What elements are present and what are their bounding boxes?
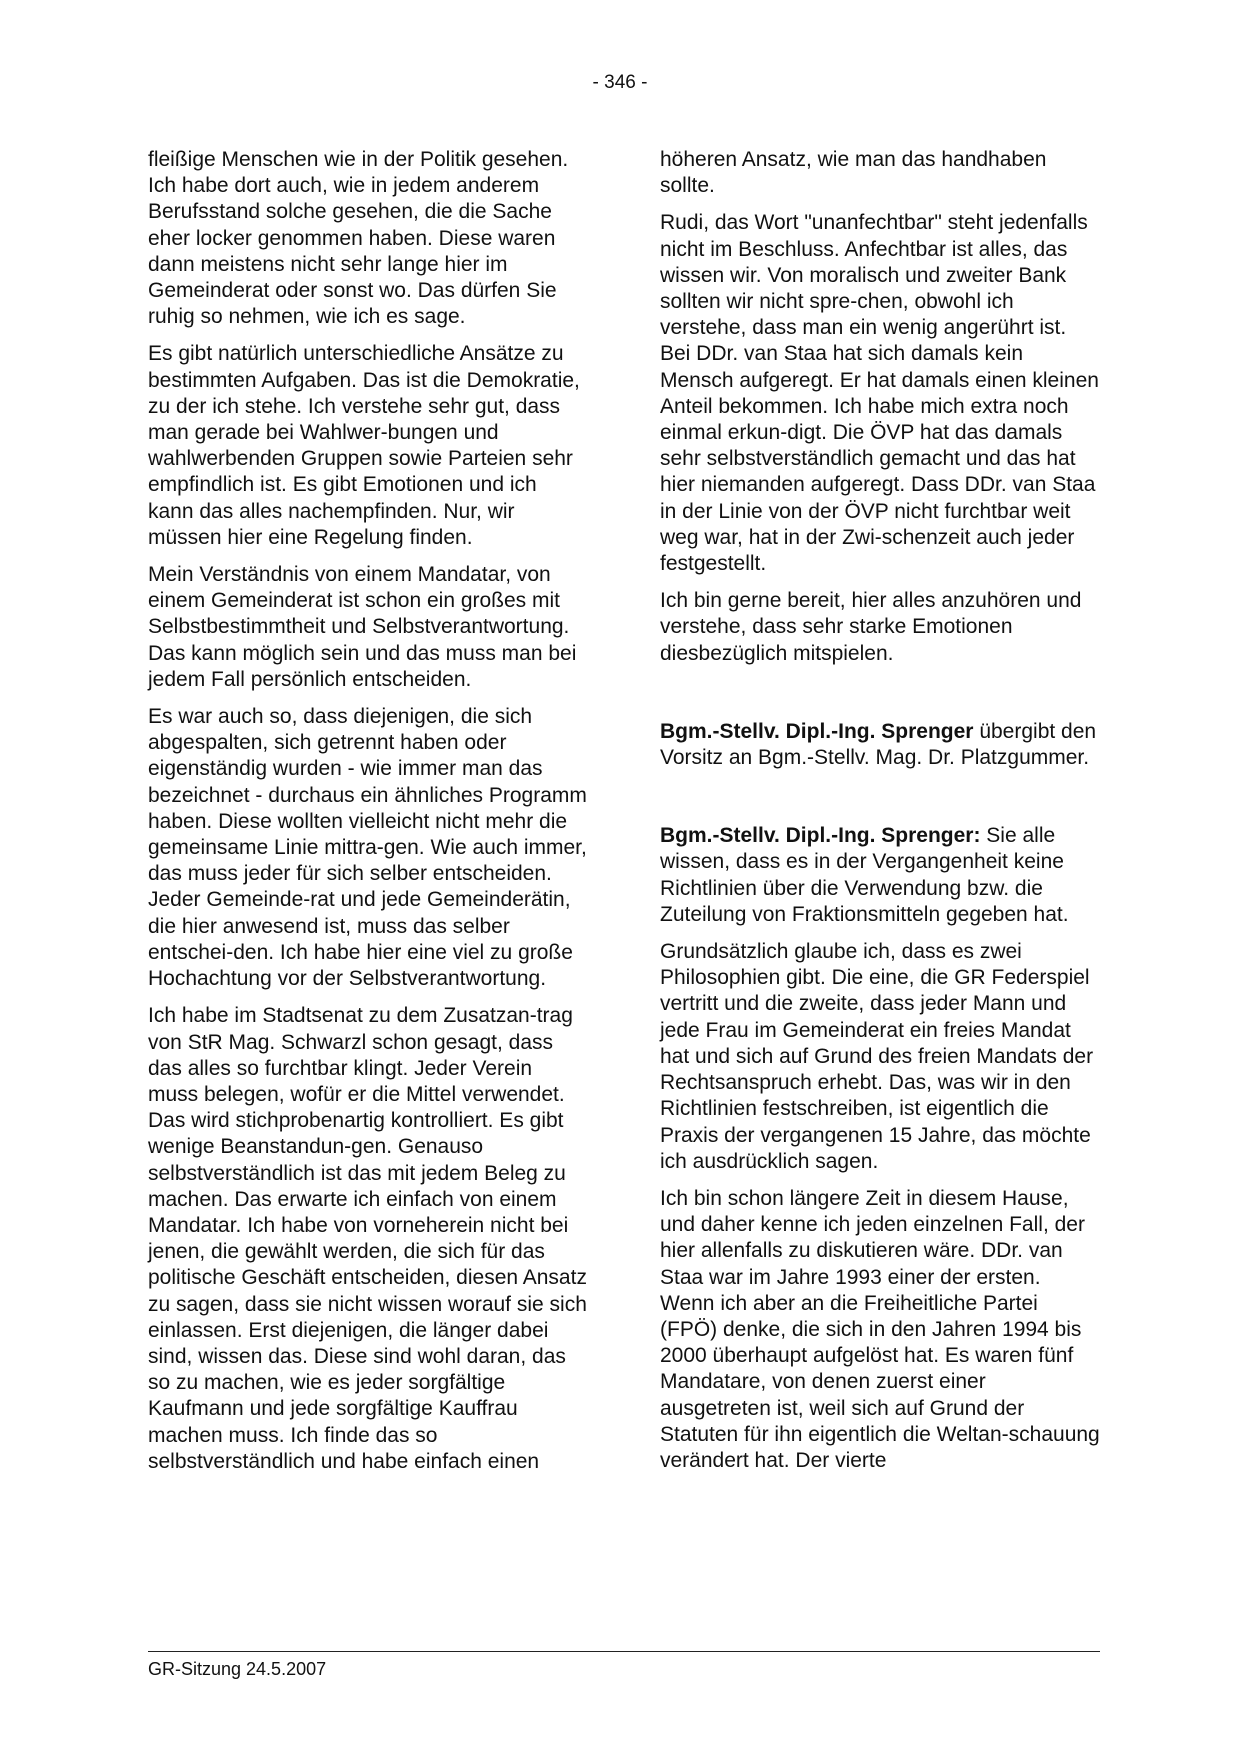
paragraph: Rudi, das Wort "unanfechtbar" steht jedenfalls nicht im Beschluss. Anfechtbar ist alles, das wissen wir. Von moralisch und zweiter Bank sollten wir nicht spre-chen, obwohl ich verstehe, dass man ein wenig angerührt ist. Bei DDr. van Staa hat sich damals kein Mensch aufgeregt. Er hat damals einen kleinen Anteil bekommen. Ich habe mich extra noch einmal erkun-digt. Die ÖVP hat das damals sehr selbstverständlich gemacht und das hat hier niemanden aufgeregt. Dass DDr. van Staa in der Linie von der ÖVP nicht furchtbar weit weg war, hat in der Zwi-schenzeit auch jeder festgestellt. (660, 211, 1099, 576)
footer-session-date: GR-Sitzung 24.5.2007 (148, 1659, 327, 1679)
right-column (660, 147, 1100, 1485)
handover-text: übergibt den Vorsitz an Bgm.-Stellv. Mag. Dr. Platzgummer. (660, 719, 1097, 770)
paragraph: Mein Verständnis von einem Mandatar, von einem Gemeinderat ist schon ein großes mit Selbstbestimmtheit und Selbstverantwortung. Das kann möglich sein und das muss man bei jedem Fall persönlich entscheiden. (148, 563, 577, 691)
paragraph: Es gibt natürlich unterschiedliche Ansätze zu bestimmten Aufgaben. Das ist die Demokratie, zu der ich stehe. Ich verstehe sehr gut, dass man gerade bei Wahlwer-bungen und wahlwerbenden Gruppen sowie Parteien sehr empfindlich ist. Es gibt Emotionen und ich kann das alles nachempfinden. Nur, wir müssen hier eine Regelung finden. (148, 342, 580, 549)
paragraph: Es war auch so, dass diejenigen, die sich abgespalten, sich getrennt haben oder eigenständig wurden - wie immer man das bezeichnet - durchaus ein ähnliches Programm haben. Diese wollten vielleicht nicht mehr die gemeinsame Linie mittra-gen. Wie auch immer, das muss jeder für sich selber entscheiden. Jeder Gemeinde-rat und jede Gemeinderätin, die hier anwesend ist, muss das selber entschei-den. Ich habe hier eine viel zu große Hochachtung vor der Selbstverantwortung. (148, 705, 587, 991)
speaker-name: Bgm.-Stellv. Dipl.-Ing. Sprenger (660, 719, 974, 743)
page-number: - 346 - (592, 72, 648, 93)
chair-handover-note (660, 719, 1100, 771)
speaker-name: Bgm.-Stellv. Dipl.-Ing. Sprenger: (660, 824, 981, 848)
paragraph: Grundsätzlich glaube ich, dass es zwei Philosophien gibt. Die eine, die GR Federspiel vertritt und die zweite, dass jeder Mann und jede Frau im Gemeinderat ein freies Mandat hat und sich auf Grund des freien Mandats der Rechtsanspruch erhebt. Das, was wir in den Richtlinien festschreiben, ist eigentlich die Praxis der vergangenen 15 Jahre, das möchte ich ausdrücklich sagen. (660, 940, 1094, 1173)
speech-paragraph (660, 823, 1100, 928)
paragraph: Ich bin gerne bereit, hier alles anzuhören und verstehe, dass sehr starke Emotionen diesbezüglich mitspielen. (660, 589, 1082, 665)
paragraph: fleißige Menschen wie in der Politik gesehen. Ich habe dort auch, wie in jedem anderem Berufsstand solche gesehen, die die Sache eher locker genommen haben. Diese waren dann meistens nicht sehr lange hier im Gemeinderat oder sonst wo. Das dürfen Sie ruhig so nehmen, wie ich es sage. (148, 148, 569, 329)
speech-text: Sie alle wissen, dass es in der Vergangenheit keine Richtlinien über die Verwendung bzw. die Zuteilung von Fraktionsmitteln gegeben hat. (660, 824, 1069, 926)
paragraph: höheren Ansatz, wie man das handhaben sollte. (660, 148, 1047, 198)
paragraph: Ich bin schon längere Zeit in diesem Hause, und daher kenne ich jeden einzelnen Fall, der hier allenfalls zu diskutieren wäre. DDr. van Staa war im Jahre 1993 einer der ersten. Wenn ich aber an die Freiheitliche Partei (FPÖ) denke, die sich in den Jahren 1994 bis 2000 überhaupt aufgelöst hat. Es waren fünf Mandatare, von denen zuerst einer ausgetreten ist, weil sich auf Grund der Statuten für ihn eigentlich die Weltan-schauung verändert hat. Der vierte (660, 1186, 1100, 1472)
footer-divider (148, 1651, 1100, 1652)
paragraph: Ich habe im Stadtsenat zu dem Zusatzan-trag von StR Mag. Schwarzl schon gesagt, dass das alles so furchtbar klingt. Jeder Verein muss belegen, wofür er die Mittel verwendet. Das wird stichprobenartig kontrolliert. Es gibt wenige Beanstandun-gen. Genauso selbstverständlich ist das mit jedem Beleg zu machen. Das erwarte ich einfach von einem Mandatar. Ich habe von vorneherein nicht bei jenen, die gewählt werden, die sich für das politische Geschäft entscheiden, diesen Ansatz zu sagen, dass sie nicht wissen worauf sie sich einlassen. Erst diejenigen, die länger dabei sind, wissen das. Diese sind wohl daran, das so zu machen, wie es jeder sorgfältige Kaufmann und jede sorgfältige Kauffrau machen muss. Ich finde das so selbstverständlich und habe einfach einen (148, 1004, 587, 1473)
left-column (148, 147, 588, 1486)
